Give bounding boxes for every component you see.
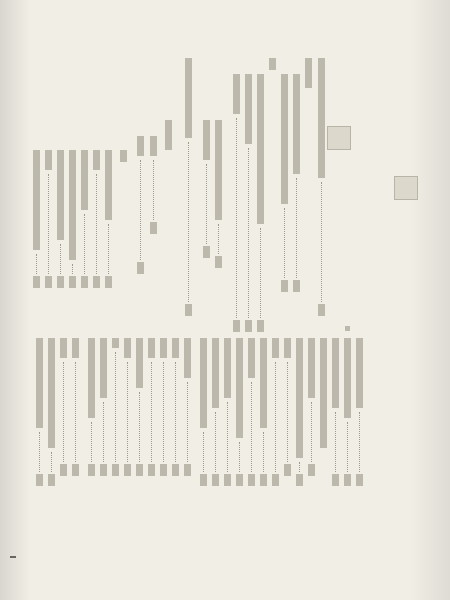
page-edge-mark — [10, 556, 16, 558]
section-number — [345, 326, 350, 331]
toc-heading-glyph — [327, 126, 351, 150]
toc-heading-glyph — [394, 176, 418, 200]
